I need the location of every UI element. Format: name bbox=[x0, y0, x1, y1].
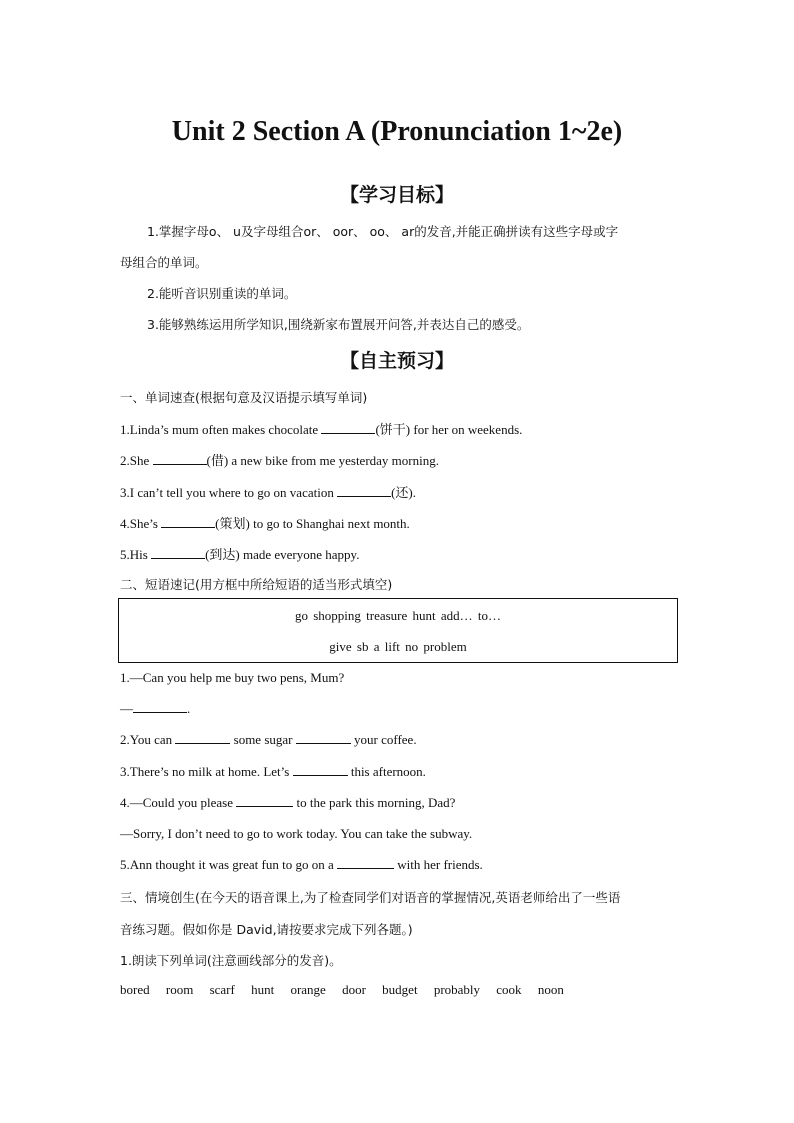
objective-1-line-1: 1.掌握字母o、 u及字母组合or、 oor、 oo、 ar的发音,并能正确拼读有这些字母或字 bbox=[147, 224, 619, 239]
answer-blank[interactable] bbox=[175, 742, 230, 744]
dash: — bbox=[120, 701, 133, 716]
word-item: orange bbox=[290, 982, 326, 997]
word-item: scarf bbox=[209, 982, 235, 997]
answer-blank[interactable] bbox=[293, 774, 348, 776]
question-text: 3.There’s no milk at home. Let’s bbox=[120, 764, 293, 779]
part3-heading-line-2: 音练习题。假如你是 David,请按要求完成下列各题。) bbox=[120, 922, 413, 937]
question-text: this afternoon. bbox=[347, 764, 426, 779]
word-item: hunt bbox=[251, 982, 275, 997]
question-text: with her friends. bbox=[394, 857, 483, 872]
part2-heading: 二、短语速记(用方框中所给短语的适当形式填空) bbox=[120, 577, 393, 592]
phrase-box-row-2: give sb a lift no problem bbox=[329, 639, 467, 654]
word-item: cook bbox=[496, 982, 522, 997]
part2-question-5 bbox=[120, 857, 483, 873]
answer-blank[interactable] bbox=[337, 495, 391, 497]
part3-heading-line-1: 三、情境创生(在今天的语音课上,为了检查同学们对语音的掌握情况,英语老师给出了一些语 bbox=[120, 890, 621, 905]
question-text: to the park this morning, Dad? bbox=[293, 795, 456, 810]
question-text: 2.She bbox=[120, 453, 153, 468]
part1-question-3 bbox=[120, 482, 416, 501]
question-text: (借) a new bike from me yesterday morning. bbox=[206, 453, 439, 468]
question-text: 4.She’s bbox=[120, 516, 162, 531]
word-item: bored bbox=[120, 982, 150, 997]
objectives-heading: 【学习目标】 bbox=[339, 184, 454, 206]
preview-heading: 【自主预习】 bbox=[339, 350, 454, 372]
part1-question-5 bbox=[120, 544, 359, 563]
answer-blank[interactable] bbox=[296, 742, 351, 744]
part3-task-1: 1.朗读下列单词(注意画线部分的发音)。 bbox=[120, 953, 342, 968]
word-item: door bbox=[342, 982, 366, 997]
part1-heading: 一、单词速查(根据句意及汉语提示填写单词) bbox=[120, 390, 368, 405]
question-text: 1.Linda’s mum often makes chocolate bbox=[120, 422, 322, 437]
question-text: 3.I can’t tell you where to go on vacation bbox=[120, 485, 338, 500]
question-text: (饼干) for her on weekends. bbox=[375, 422, 523, 437]
answer-blank[interactable] bbox=[151, 557, 205, 559]
question-text: (到达) made everyone happy. bbox=[205, 547, 360, 562]
part2-question-2 bbox=[120, 732, 417, 748]
part1-question-1 bbox=[120, 419, 522, 438]
phrase-box-row-1: go shopping treasure hunt add… to… bbox=[294, 608, 502, 623]
answer-blank[interactable] bbox=[337, 867, 394, 869]
objective-1-line-2: 母组合的单词。 bbox=[120, 255, 208, 270]
question-text: some sugar bbox=[230, 732, 296, 747]
word-item: room bbox=[165, 982, 194, 997]
answer-blank[interactable] bbox=[133, 711, 187, 713]
answer-blank[interactable] bbox=[161, 526, 215, 528]
word-item: probably bbox=[433, 982, 481, 997]
part1-question-2 bbox=[120, 450, 439, 469]
word-item: noon bbox=[537, 982, 564, 997]
answer-blank[interactable] bbox=[321, 432, 375, 434]
question-text: (策划) to go to Shanghai next month. bbox=[215, 516, 410, 531]
question-text: 5.Ann thought it was great fun to go on a bbox=[120, 857, 337, 872]
phrase-box bbox=[118, 598, 678, 663]
part2-question-4 bbox=[120, 795, 455, 811]
part1-question-4 bbox=[120, 513, 410, 532]
page-title: Unit 2 Section A (Pronunciation 1~2e) bbox=[171, 116, 623, 147]
part2-question-3 bbox=[120, 764, 426, 780]
answer-blank[interactable] bbox=[153, 463, 207, 465]
question-text: (还). bbox=[391, 485, 417, 500]
part2-answer-1 bbox=[120, 701, 190, 717]
objective-3: 3.能够熟练运用所学知识,围绕新家布置展开问答,并表达自己的感受。 bbox=[147, 317, 530, 332]
period: . bbox=[187, 701, 191, 716]
objective-2: 2.能听音识别重读的单词。 bbox=[147, 286, 297, 301]
question-text: 2.You can bbox=[120, 732, 176, 747]
part2-answer-4: —Sorry, I don’t need to go to work today. You can take the subway. bbox=[120, 826, 473, 841]
question-text: 4.—Could you please bbox=[120, 795, 237, 810]
question-text: your coffee. bbox=[350, 732, 417, 747]
pronunciation-word-list bbox=[120, 982, 577, 998]
part2-question-1: 1.—Can you help me buy two pens, Mum? bbox=[120, 670, 345, 685]
question-text: 5.His bbox=[120, 547, 152, 562]
answer-blank[interactable] bbox=[236, 805, 293, 807]
word-item: budget bbox=[382, 982, 418, 997]
